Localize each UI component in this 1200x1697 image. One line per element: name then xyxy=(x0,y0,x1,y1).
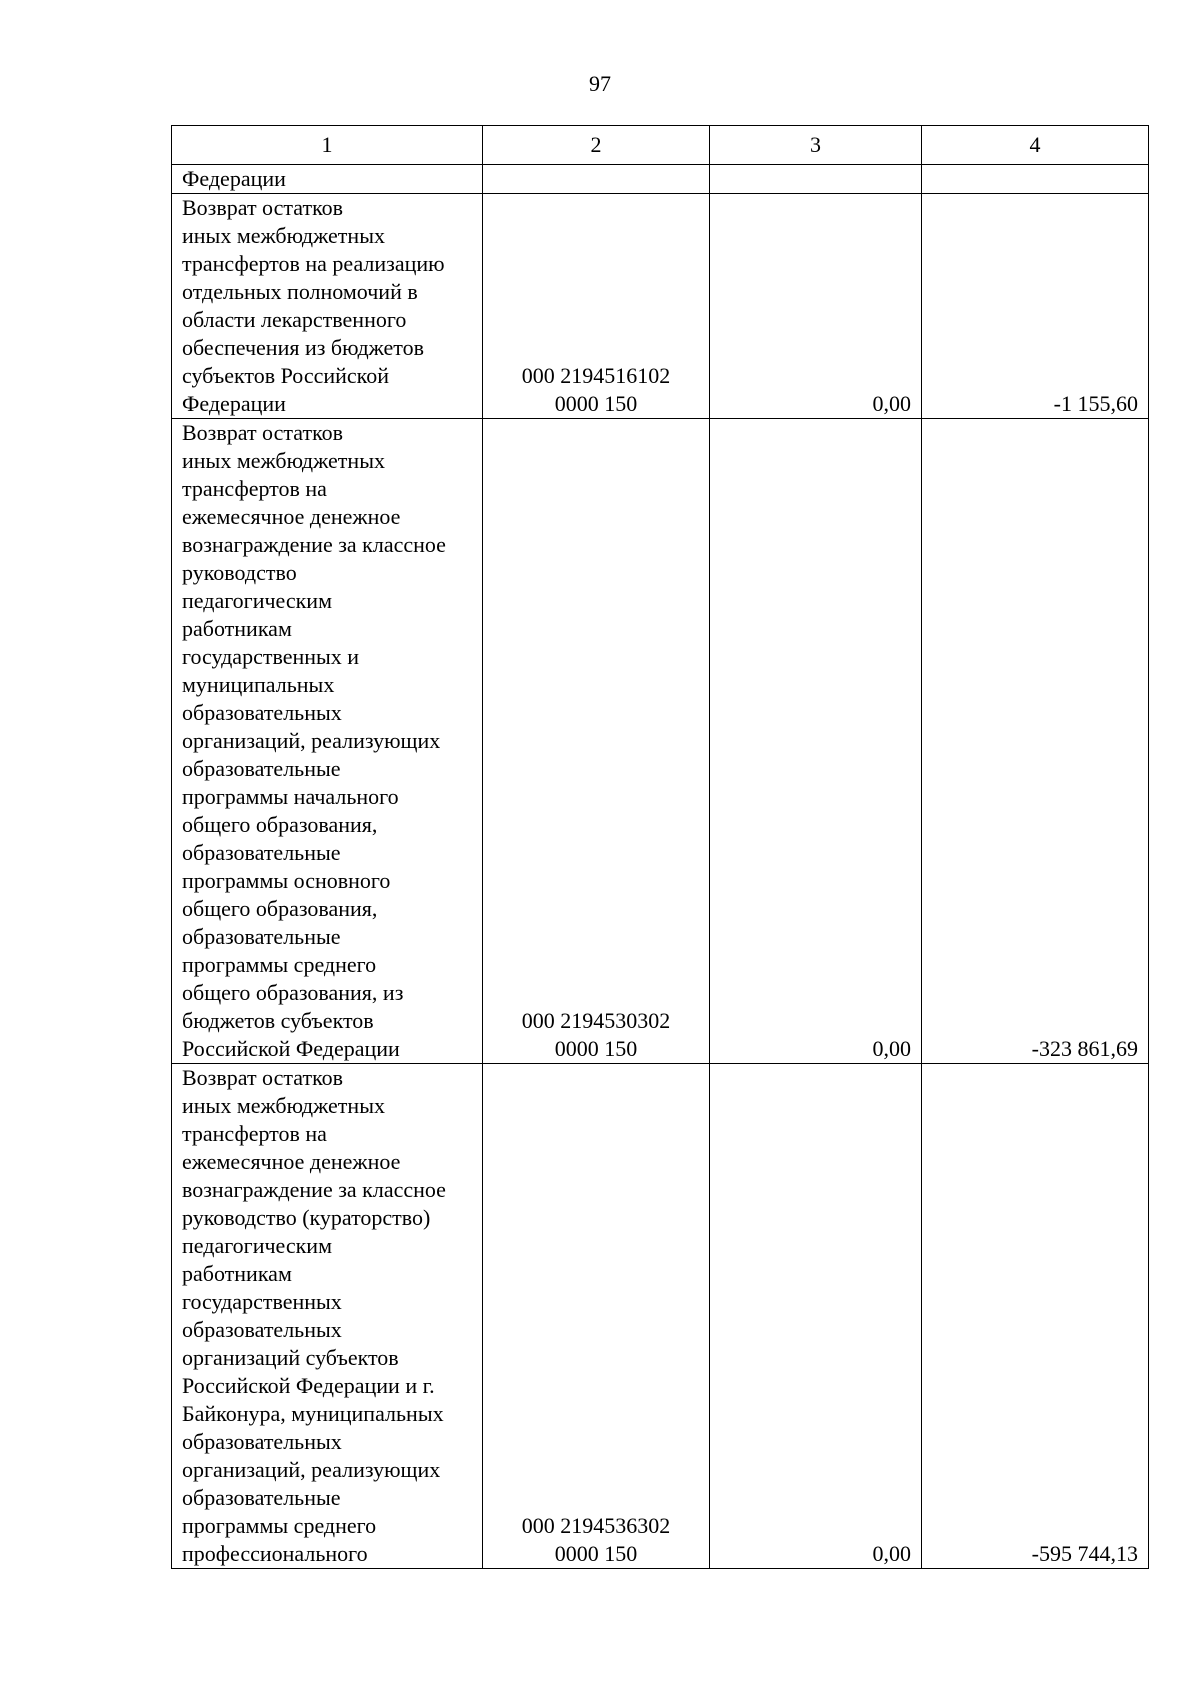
table-row xyxy=(172,1064,1149,1569)
row-code xyxy=(483,165,710,194)
row-code: 000 2194516102 0000 150 xyxy=(483,194,710,419)
budget-table xyxy=(171,125,1149,1569)
row-col4-value xyxy=(922,165,1149,194)
header-col-2: 2 xyxy=(483,126,710,165)
header-col-4: 4 xyxy=(922,126,1149,165)
header-col-3: 3 xyxy=(710,126,922,165)
row-description: Федерации xyxy=(172,165,483,194)
row-description: Возврат остатков иных межбюджетных трансфертов на реализацию отдельных полномочий в области лекарственного обеспечения из бюджетов субъектов Российской Федерации xyxy=(172,194,483,419)
row-col3-value: 0,00 xyxy=(710,194,922,419)
row-col4-value: -1 155,60 xyxy=(922,194,1149,419)
row-col3-value xyxy=(710,165,922,194)
header-col-1: 1 xyxy=(172,126,483,165)
row-col3-value: 0,00 xyxy=(710,419,922,1064)
row-col3-value: 0,00 xyxy=(710,1064,922,1569)
page-number: 97 xyxy=(589,71,611,96)
table-row xyxy=(172,419,1149,1064)
row-col4-value: -323 861,69 xyxy=(922,419,1149,1064)
row-code: 000 2194530302 0000 150 xyxy=(483,419,710,1064)
row-description: Возврат остатков иных межбюджетных трансфертов на ежемесячное денежное вознаграждение за классное руководство педагогическим работникам государственных и муниципальных образовательных организаций, реализующих образовательные программы начального общего образования, образовательные программы основного общего образования, образовательные программы среднего общего образования, из бюджетов субъектов Российской Федерации xyxy=(172,419,483,1064)
table-header-row xyxy=(172,126,1149,165)
row-description: Возврат остатков иных межбюджетных трансфертов на ежемесячное денежное вознаграждение за классное руководство (кураторство) педагогическим работникам государственных образовательных организаций субъектов Российской Федерации и г. Байконура, муниципальных образовательных организаций, реализующих образовательные программы среднего профессионального xyxy=(172,1064,483,1569)
table-row xyxy=(172,194,1149,419)
row-col4-value: -595 744,13 xyxy=(922,1064,1149,1569)
table-row xyxy=(172,165,1149,194)
row-code: 000 2194536302 0000 150 xyxy=(483,1064,710,1569)
